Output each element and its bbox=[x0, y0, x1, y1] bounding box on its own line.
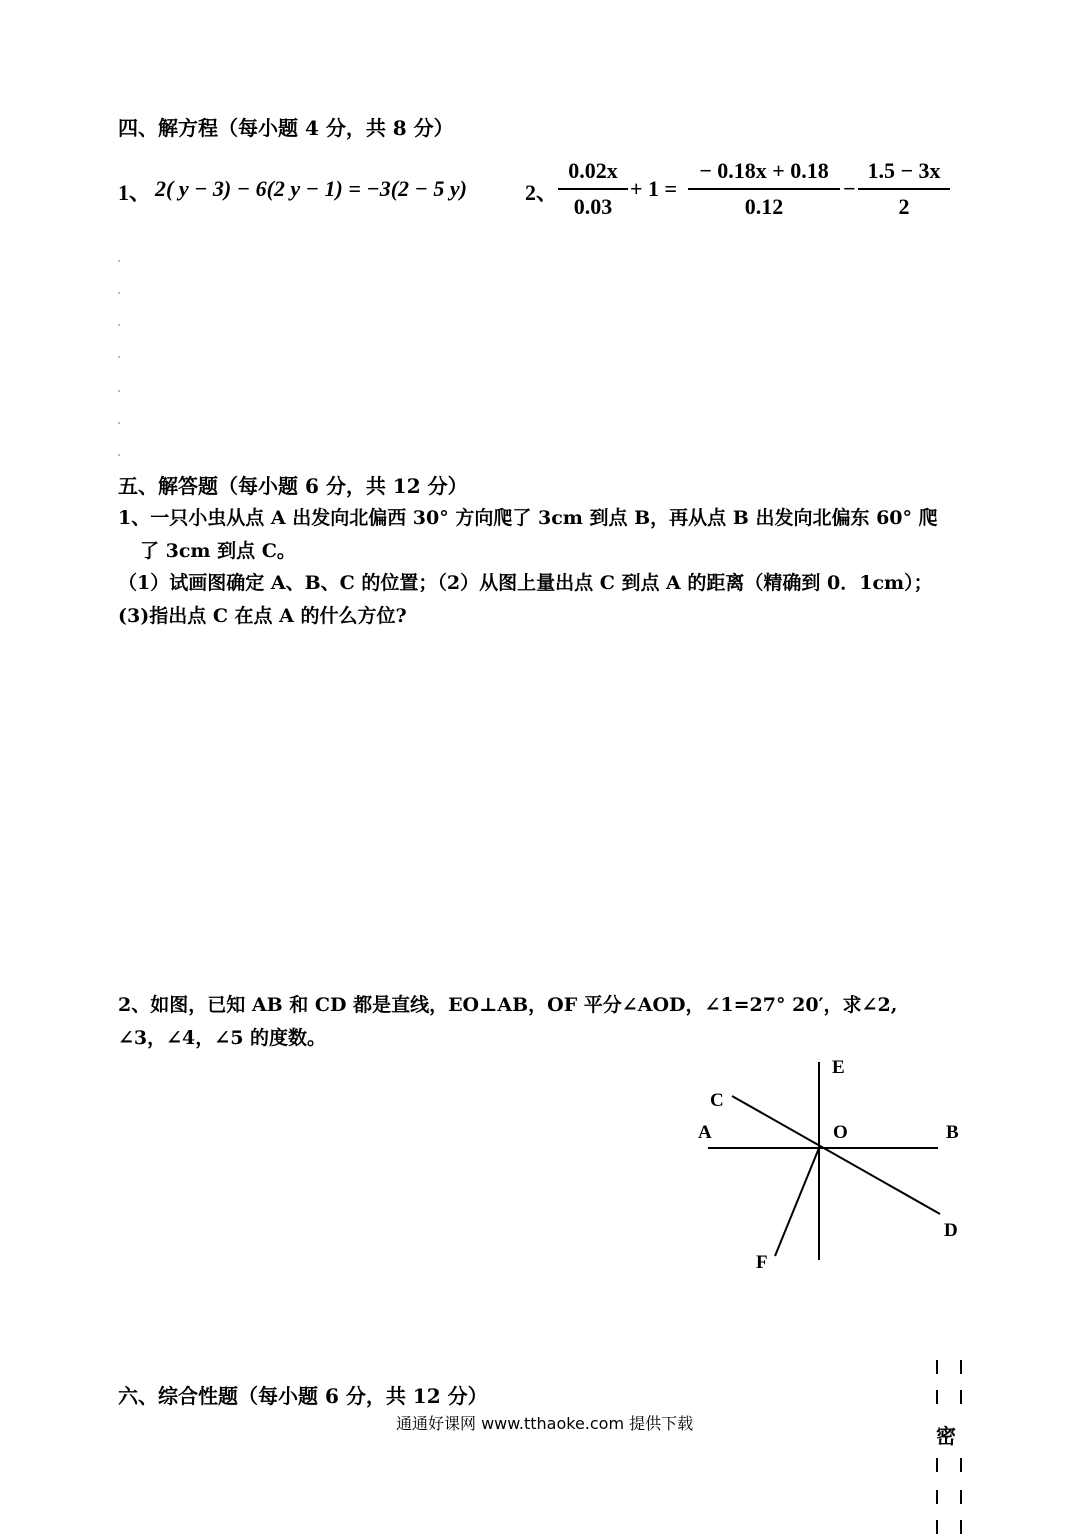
eq2-label: 2、 bbox=[525, 180, 559, 205]
q1-line-2: 了 3cm 到点 C。 bbox=[140, 540, 296, 562]
q1-line-4: (3)指出点 C 在点 A 的什么方位? bbox=[118, 605, 407, 627]
line-cd bbox=[732, 1096, 940, 1214]
label-e: E bbox=[832, 1057, 845, 1078]
section5-heading: 五、解答题（每小题 6 分，共 12 分） bbox=[118, 474, 468, 498]
eq2-frac2-denominator: 0.12 bbox=[744, 194, 784, 219]
eq1-label: 1、 bbox=[118, 180, 152, 205]
section4-heading: 四、解方程（每小题 4 分，共 8 分） bbox=[118, 116, 454, 140]
scan-mark bbox=[118, 356, 120, 358]
seal-dash bbox=[936, 1520, 938, 1534]
geometry-figure bbox=[680, 1050, 980, 1280]
label-a: A bbox=[698, 1122, 712, 1143]
eq2-minus: − bbox=[843, 176, 856, 201]
eq2-frac2-numerator: − 0.18x + 0.18 bbox=[699, 158, 829, 183]
seal-dash bbox=[936, 1458, 938, 1472]
eq2-fraction-3 bbox=[858, 158, 950, 220]
q1-line-3: （1）试画图确定 A、B、C 的位置；（2）从图上量出点 C 到点 A 的距离（精确到 0．1cm）； bbox=[118, 572, 933, 594]
eq2-frac3-numerator: 1.5 − 3x bbox=[867, 158, 941, 183]
footer-text: 通通好课网 www.tthaoke.com 提供下载 bbox=[396, 1414, 694, 1433]
label-d: D bbox=[944, 1220, 958, 1241]
seal-dash bbox=[960, 1458, 962, 1472]
seal-dash bbox=[936, 1360, 938, 1374]
seal-dash bbox=[960, 1520, 962, 1534]
equation-1: 2( y − 3) − 6(2 y − 1) = −3(2 − 5 y) bbox=[155, 176, 467, 201]
q1-line-1: 1、一只小虫从点 A 出发向北偏西 30° 方向爬了 3cm 到点 B，再从点 B 出发向北偏东 60° 爬 bbox=[118, 507, 938, 529]
scan-mark bbox=[118, 260, 120, 262]
label-o: O bbox=[833, 1122, 848, 1143]
section6-heading: 六、综合性题（每小题 6 分，共 12 分） bbox=[118, 1384, 488, 1408]
q2-line-1: 2、如图，已知 AB 和 CD 都是直线，EO⊥AB，OF 平分∠AOD，∠1=27° 20′，求∠2, bbox=[118, 994, 898, 1016]
eq2-fraction-1 bbox=[558, 158, 628, 220]
label-c: C bbox=[710, 1090, 724, 1111]
seal-dash bbox=[936, 1490, 938, 1504]
seal-character: 密 bbox=[936, 1424, 956, 1448]
scan-mark bbox=[118, 454, 120, 456]
eq2-frac3-denominator: 2 bbox=[898, 194, 910, 219]
seal-dash bbox=[960, 1490, 962, 1504]
scan-mark bbox=[118, 390, 120, 392]
seal-dash bbox=[960, 1360, 962, 1374]
q2-line-2: ∠3，∠4，∠5 的度数。 bbox=[118, 1027, 327, 1049]
scan-mark bbox=[118, 324, 120, 326]
eq2-fraction-2 bbox=[688, 158, 840, 220]
eq2-frac1-denominator: 0.03 bbox=[573, 194, 613, 219]
scan-mark bbox=[118, 292, 120, 294]
eq2-frac1-numerator: 0.02x bbox=[568, 158, 618, 183]
eq2-plus-one: + 1 = bbox=[630, 176, 678, 201]
seal-dash bbox=[960, 1390, 962, 1404]
label-b: B bbox=[946, 1122, 959, 1143]
ray-of bbox=[775, 1148, 819, 1256]
label-f: F bbox=[756, 1252, 768, 1273]
seal-dash bbox=[936, 1390, 938, 1404]
scan-mark bbox=[118, 422, 120, 424]
